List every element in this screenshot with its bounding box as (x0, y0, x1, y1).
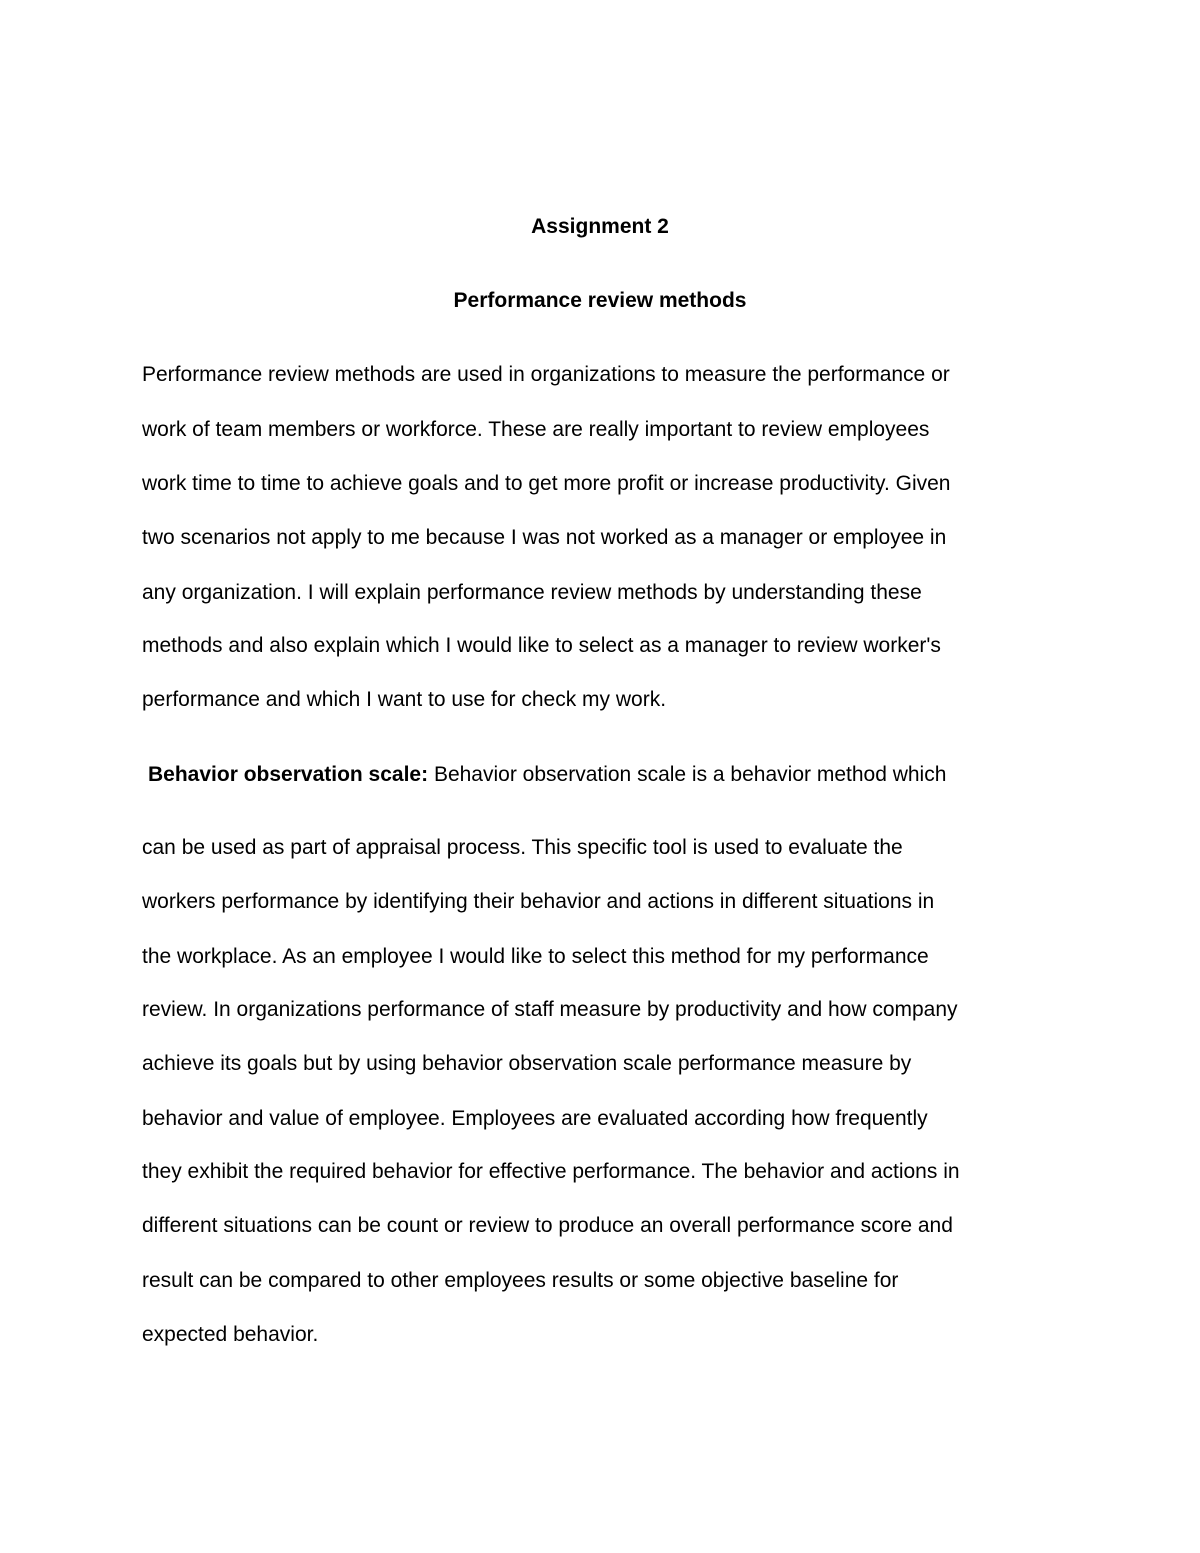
intro-line-3: work time to time to achieve goals and to get more profit or increase productivity. Given (142, 472, 951, 495)
section-term: Behavior observation scale: (148, 763, 429, 786)
section-line-6: behavior and value of employee. Employees are evaluated according how frequently (142, 1107, 928, 1130)
section-line-7: they exhibit the required behavior for effective performance. The behavior and actions in (142, 1160, 960, 1183)
document-subtitle: Performance review methods (453, 289, 747, 312)
intro-line-6: methods and also explain which I would like to select as a manager to review worker's (142, 634, 941, 657)
section-line-2: workers performance by identifying their behavior and actions in different situations in (142, 890, 935, 913)
section-line-8: different situations can be count or review to produce an overall performance score and (142, 1214, 953, 1237)
section-line-5: achieve its goals but by using behavior observation scale performance measure by (142, 1052, 912, 1075)
intro-line-5: any organization. I will explain performance review methods by understanding these (142, 581, 922, 604)
section-first-line (148, 763, 946, 787)
document-title: Assignment 2 (531, 215, 669, 238)
intro-line-7: performance and which I want to use for check my work. (142, 688, 667, 711)
section-line-3: the workplace. As an employee I would like to select this method for my performance (142, 945, 929, 968)
section-line-9: result can be compared to other employees results or some objective baseline for (142, 1269, 899, 1292)
section-line-4: review. In organizations performance of staff measure by productivity and how company (142, 998, 958, 1021)
section-first-line-rest: Behavior observation scale is a behavior method which (428, 763, 947, 786)
intro-line-2: work of team members or workforce. These are really important to review employees (142, 418, 930, 441)
intro-line-4: two scenarios not apply to me because I was not worked as a manager or employee in (142, 526, 947, 549)
section-line-1: can be used as part of appraisal process. This specific tool is used to evaluate the (142, 836, 903, 859)
section-line-10: expected behavior. (142, 1323, 319, 1346)
intro-line-1: Performance review methods are used in organizations to measure the performance or (142, 363, 950, 386)
